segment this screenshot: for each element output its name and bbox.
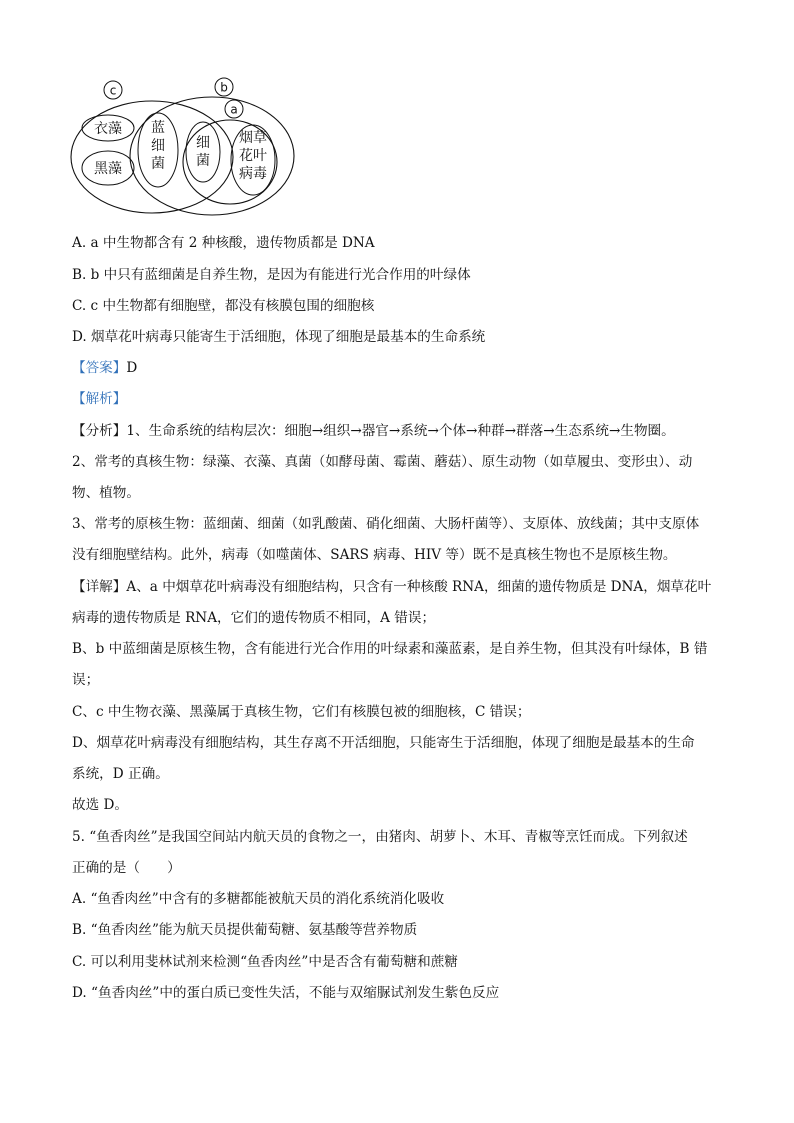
fenxi-line-4: 3、常考的原核生物：蓝细菌、细菌（如乳酸菌、硝化细菌、大肠杆菌等）、支原体、放线菌；其中支原体 [72,516,700,532]
q5-option-b: B. “鱼香肉丝”能为航天员提供葡萄糖、氨基酸等营养物质 [72,922,418,938]
xiangjie-line-2: 病毒的遗传物质是 RNA，它们的遗传物质不相同，A 错误； [72,610,436,626]
q5-stem-2: 正确的是（ ） [72,860,181,876]
item-yizao: 衣藻 [94,121,122,137]
answer-value: D [126,360,138,376]
q5-option-c: C. 可以利用斐林试剂来检测“鱼香肉丝”中是否含有葡萄糖和蔗糖 [72,954,458,970]
item-xijun-1: 细 [196,135,210,151]
option-d: D. 烟草花叶病毒只能寄生于活细胞，体现了细胞是最基本的生命系统 [72,329,486,345]
item-lanxijun-2: 细 [151,138,165,154]
option-c: C. c 中生物都有细胞壁，都没有核膜包围的细胞核 [72,298,375,314]
fenxi-label: 【分析】 [72,423,127,439]
label-c: c [109,83,117,98]
xiangjie-line-7: 系统，D 正确。 [72,766,169,782]
xiangjie-line-5: C、c 中生物衣藻、黑藻属于真核生物，它们有核膜包被的细胞核，C 错误； [72,704,531,720]
item-virus-2: 花叶 [239,148,267,164]
venn-diagram [60,72,310,222]
xiangjie-label: 【详解】 [72,579,127,595]
q5-option-a: A. “鱼香肉丝”中含有的多糖都能被航天员的消化系统消化吸收 [72,891,445,907]
fenxi-line-5: 没有细胞壁结构。此外，病毒（如噬菌体、SARS 病毒、HIV 等）既不是真核生物也不是原核生物。 [72,547,677,563]
label-b: b [220,80,228,95]
item-lanxijun-1: 蓝 [151,120,165,136]
xiangjie-line-4: 误； [72,672,100,688]
oval-xijun [186,122,220,182]
item-virus-3: 病毒 [239,166,267,182]
fenxi-line-3: 物、植物。 [72,485,140,501]
q5-option-d: D. “鱼香肉丝”中的蛋白质已变性失活，不能与双缩脲试剂发生紫色反应 [72,985,500,1001]
xiangjie-line-1 [72,577,711,597]
option-b: B. b 中只有蓝细菌是自养生物，是因为有能进行光合作用的叶绿体 [72,267,471,283]
item-virus-1: 烟草 [239,130,267,146]
answer-line [72,358,137,378]
fenxi-line-1 [72,421,675,441]
analysis-label: 【解析】 [72,391,127,407]
item-xijun-2: 菌 [196,153,210,169]
fenxi-line-2: 2、常考的真核生物：绿藻、衣藻、真菌（如酵母菌、霉菌、蘑菇）、原生动物（如草履虫、变形虫）、动 [72,454,693,470]
fenxi-text-1: 1、生命系统的结构层次：细胞→组织→器官→系统→个体→种群→群落→生态系统→生物圈。 [126,423,675,439]
q5-stem-1: 5. “鱼香肉丝”是我国空间站内航天员的食物之一，由猪肉、胡萝卜、木耳、青椒等烹饪而成。下列叙述 [72,829,688,845]
label-a: a [230,102,238,117]
conclusion: 故选 D。 [72,797,129,813]
answer-label: 【答案】 [72,360,127,376]
xiangjie-text-1: A、a 中烟草花叶病毒没有细胞结构，只含有一种核酸 RNA，细菌的遗传物质是 DNA，烟草花叶 [126,579,712,595]
xiangjie-line-6: D、烟草花叶病毒没有细胞结构，其生存离不开活细胞，只能寄生于活细胞，体现了细胞是最基本的生命 [72,735,695,751]
item-heizao: 黑藻 [94,161,122,177]
xiangjie-line-3: B、b 中蓝细菌是原核生物，含有能进行光合作用的叶绿素和藻蓝素，是自养生物，但其没有叶绿体，B 错 [72,641,708,657]
item-lanxijun-3: 菌 [151,156,165,172]
option-a: A. a 中生物都含有 2 种核酸，遗传物质都是 DNA [72,235,375,251]
